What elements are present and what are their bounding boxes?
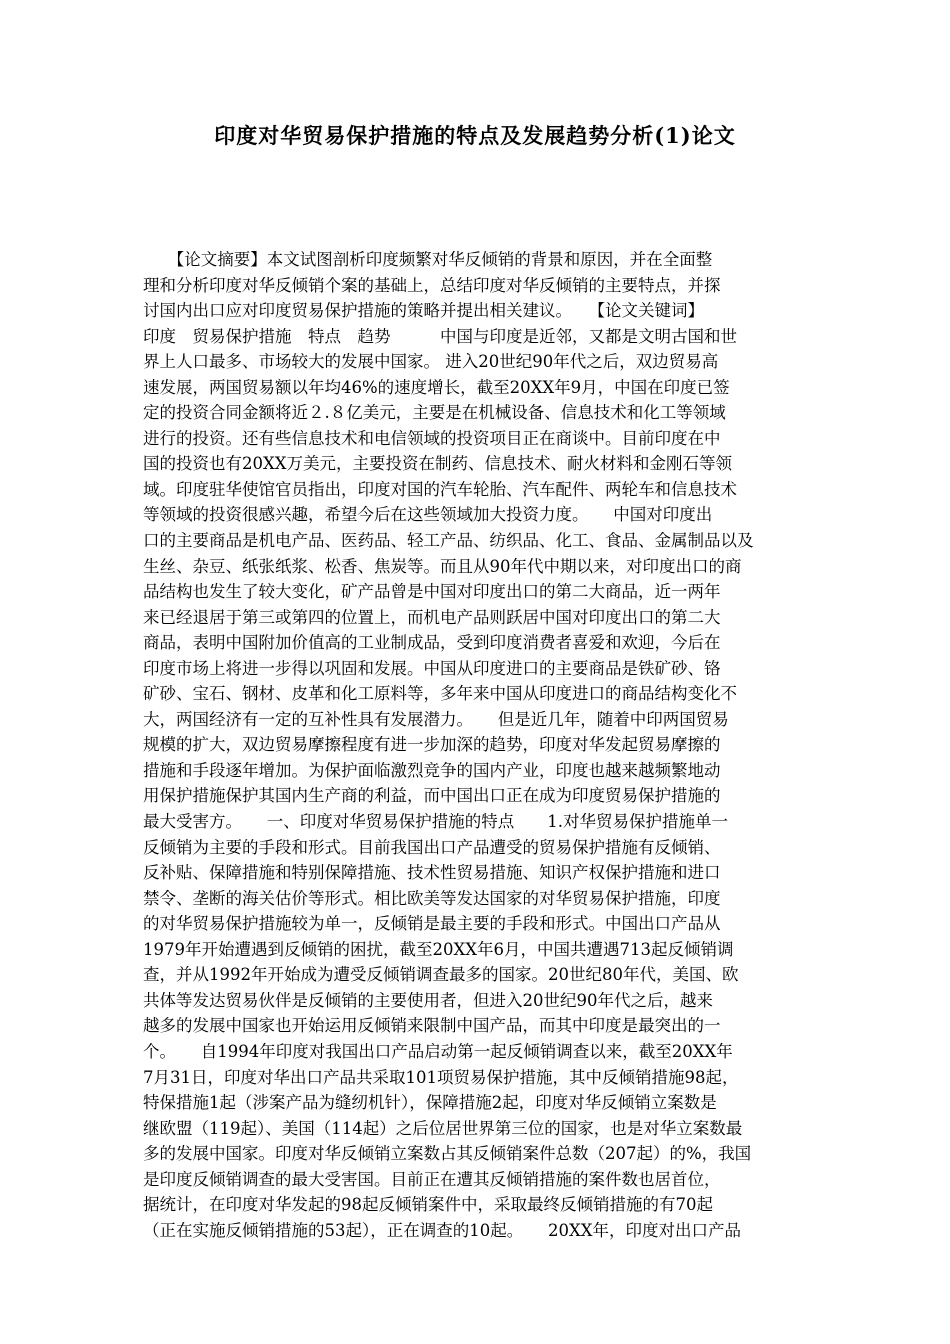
paragraph-line: 个。 自1994年印度对我国出口产品启动第一起反倾销调查以来，截至20XX年 bbox=[143, 1041, 733, 1061]
paragraph-line: 最大受害方。 一、印度对华贸易保护措施的特点 1.对华贸易保护措施单一 bbox=[143, 812, 728, 832]
paragraph-line: 规模的扩大，双边贸易摩擦程度有进一步加深的趋势，印度对华发起贸易摩擦的 bbox=[143, 735, 721, 755]
paragraph-line: 【论文摘要】本文试图剖析印度频繁对华反倾销的背景和原因，并在全面整 bbox=[143, 250, 713, 269]
paragraph-line: 的对华贸易保护措施较为单一，反倾销是最主要的手段和形式。中国出口产品从 bbox=[143, 914, 721, 934]
paragraph-line: 据统计，在印度对华发起的98起反倾销案件中，采取最终反倾销措施的有70起 bbox=[143, 1195, 713, 1215]
paragraph-line: 等领域的投资很感兴趣，希望今后在这些领域加大投资力度。 中国对印度出 bbox=[143, 505, 713, 525]
paragraph-line: 商品，表明中国附加价值高的工业制成品，受到印度消费者喜爱和欢迎，今后在 bbox=[143, 633, 721, 653]
paragraph-line: 特保措施1起（涉案产品为缝纫机针），保障措施2起，印度对华反倾销立案数是 bbox=[143, 1093, 717, 1113]
document-body bbox=[143, 247, 813, 1243]
paragraph-line: 来已经退居于第三或第四的位置上，而机电产品则跃居中国对印度出口的第二大 bbox=[143, 607, 721, 627]
paragraph-line: 生丝、杂豆、纸张纸浆、松香、焦炭等。而且从90年代中期以来，对印度出口的商 bbox=[143, 556, 742, 576]
paragraph-line: 进行的投资。还有些信息技术和电信领域的投资项目正在商谈中。目前印度在中 bbox=[143, 428, 721, 448]
paragraph-line: 矿砂、宝石、钢材、皮革和化工原料等，多年来中国从印度进口的商品结构变化不 bbox=[143, 684, 737, 704]
paragraph-line: （正在实施反倾销措施的53起），正在调查的10起。 20XX年，印度对出口产品 bbox=[143, 1220, 741, 1240]
paragraph-line: 理和分析印度对华反倾销个案的基础上，总结印度对华反倾销的主要特点，并探 bbox=[143, 275, 721, 295]
paragraph-line: 速发展，两国贸易额以年均46%的速度增长，截至20XX年9月，中国在印度已签 bbox=[143, 377, 730, 397]
paragraph-line: 查，并从1992年开始成为遭受反倾销调查最多的国家。20世纪80年代，美国、欧 bbox=[143, 965, 739, 985]
paragraph-line: 1979年开始遭遇到反倾销的困扰，截至20XX年6月，中国共遭遇713起反倾销调 bbox=[143, 939, 734, 959]
paragraph-line: 国的投资也有20XX万美元，主要投资在制药、信息技术、耐火材料和金刚石等领 bbox=[143, 454, 732, 474]
paragraph-line: 大，两国经济有一定的互补性具有发展潜力。 但是近几年，随着中印两国贸易 bbox=[143, 709, 729, 729]
document-title: 印度对华贸易保护措施的特点及发展趋势分析(1)论文 bbox=[214, 123, 736, 148]
paragraph-line: 定的投资合同金额将近２.８亿美元，主要是在机械设备、信息技术和化工等领域 bbox=[143, 403, 726, 423]
paragraph-line: 反补贴、保障措施和特别保障措施、技术性贸易措施、知识产权保护措施和进口 bbox=[143, 863, 721, 883]
paragraph-line: 口的主要商品是机电产品、医药品、轻工产品、纺织品、化工、食品、金属制品以及 bbox=[143, 531, 754, 551]
paragraph-line: 用保护措施保护其国内生产商的利益，而中国出口正在成为印度贸易保护措施的 bbox=[143, 786, 721, 806]
paragraph-line: 讨国内出口应对印度贸易保护措施的策略并提出相关建议。 【论文关键词】 bbox=[143, 301, 704, 321]
paragraph-line: 是印度反倾销调查的最大受害国。目前正在遭其反倾销措施的案件数也居首位， bbox=[143, 1169, 721, 1189]
paragraph-line: 印度 贸易保护措施 特点 趋势 中国与印度是近邻，又都是文明古国和世 bbox=[143, 326, 737, 346]
paragraph-line: 域。印度驻华使馆官员指出，印度对国的汽车轮胎、汽车配件、两轮车和信息技术 bbox=[143, 479, 737, 499]
paragraph-line: 反倾销为主要的手段和形式。目前我国出口产品遭受的贸易保护措施有反倾销、 bbox=[143, 837, 721, 857]
paragraph-line: 措施和手段逐年增加。为保护面临激烈竞争的国内产业，印度也越来越频繁地动 bbox=[143, 760, 721, 780]
paragraph-line: 界上人口最多、市场较大的发展中国家。 进入20世纪90年代之后，双边贸易高 bbox=[143, 352, 719, 372]
paragraph-line: 品结构也发生了较大变化，矿产品曾是中国对印度出口的第二大商品，近一两年 bbox=[143, 582, 721, 602]
paragraph-line: 7月31日，印度对华出口产品共采取101项贸易保护措施，其中反倾销措施98起， bbox=[143, 1067, 739, 1087]
paragraph-line: 继欧盟（119起）、美国（114起）之后位居世界第三位的国家，也是对华立案数最 bbox=[143, 1118, 743, 1138]
paragraph-line: 越多的发展中国家也开始运用反倾销来限制中国产品，而其中印度是最突出的一 bbox=[143, 1016, 721, 1036]
paragraph-line: 共体等发达贸易伙伴是反倾销的主要使用者，但进入20世纪90年代之后，越来 bbox=[143, 990, 713, 1010]
paragraph-line: 印度市场上将进一步得以巩固和发展。中国从印度进口的主要商品是铁矿砂、铬 bbox=[143, 658, 721, 678]
paragraph-line: 禁令、垄断的海关估价等形式。相比欧美等发达国家的对华贸易保护措施，印度 bbox=[143, 888, 721, 908]
paragraph-line: 多的发展中国家。印度对华反倾销立案数占其反倾销案件总数（207起）的%，我国 bbox=[143, 1144, 752, 1164]
